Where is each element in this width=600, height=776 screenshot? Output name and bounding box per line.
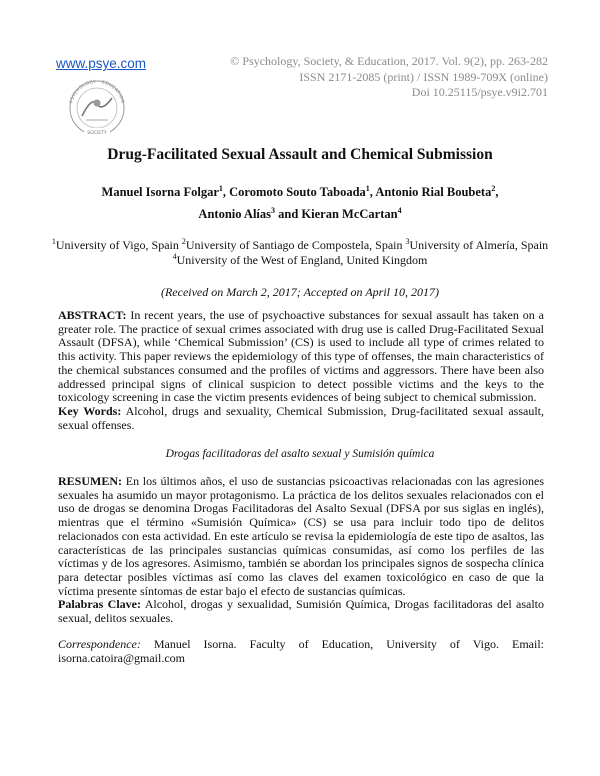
author-name: Antonio Rial Boubeta <box>375 185 492 199</box>
abstract-text: In recent years, the use of psychoactive substances for sexual assault has taken on a greater role. The practice of sexual crimes associated with drug use is called Drug-Facilitated Sexual Assault (DFSA), while ‘Chemical Submission’ (CS) is used to include all type of crimes related to this activity. This paper reviews the epidemiology of this type of offenses, the main characteristics of the chemical substances consumed and the profiles of victims and aggressors. There have been also addressed principal signs of clinical suspicion to detect possible victims and the keys to the toxicology screening in case the victim presents evidences of being subject to chemical submission. <box>58 308 545 405</box>
keywords-text: Alcohol, drugs and sexuality, Chemical Submission, Drug-facilitated sexual assault, sexual offenses. <box>58 404 544 432</box>
resumen <box>58 475 544 598</box>
doi-line: Doi 10.25115/psye.v9i2.701 <box>411 85 548 99</box>
author-affiliation-mark: 3 <box>271 206 276 215</box>
resumen-label: RESUMEN: <box>58 474 123 488</box>
palabras-clave <box>58 598 544 625</box>
website-link[interactable]: www.psye.com <box>56 56 147 71</box>
journal-branding <box>56 56 176 136</box>
abstract <box>58 309 544 405</box>
citation-line: © Psychology, Society, & Education, 2017. Vol. 9(2), pp. 263-282 <box>230 54 548 68</box>
affiliation: University of Almería, Spain <box>409 238 549 252</box>
author-list: Manuel Isorna Folgar$^1$, Coromoto Souto Taboada$^1$, Antonio Rial Boubeta$^2$, Antonio Alías$^3$ and Kieran McCartan$^4$ <box>101 184 499 221</box>
correspondence-text: Manuel Isorna. Faculty of Education, University of Vigo. Email: isorna.catoira@gmail.com <box>58 637 544 665</box>
logo-arc-text: PSYCHOLOGY · EDUCATION <box>69 79 125 104</box>
palabras-text: Alcohol, drogas y sexualidad, Sumisión Química, Drogas facilitadoras del asalto sexual, delitos sexuales. <box>58 597 545 625</box>
affiliations: $^1$University of Vigo, Spain $^2$University of Santiago de Compostela, Spain $^3$University of Almería, Spain $^4$University of the West of England, United Kingdom <box>51 237 549 267</box>
keywords-label: Key Words: <box>58 404 122 418</box>
author-name: Antonio Alías <box>198 207 272 221</box>
issn-line: ISSN 2171-2085 (print) / ISSN 1989-709X (online) <box>299 69 548 84</box>
author-affiliation-mark: 1 <box>218 184 223 193</box>
abstract-label: ABSTRACT: <box>58 308 127 322</box>
author-name: Kieran McCartan <box>301 207 398 221</box>
author-affiliation-mark: 2 <box>491 184 496 193</box>
author-name: Manuel Isorna Folgar <box>101 185 219 199</box>
received-dates: (Received on March 2, 2017; Accepted on April 10, 2017) <box>160 285 440 299</box>
affiliation: University of the West of England, United Kingdom <box>176 253 428 267</box>
correspondence <box>58 638 544 665</box>
affiliation: University of Vigo, Spain <box>55 238 179 252</box>
citation-info <box>230 54 548 101</box>
keywords <box>58 405 544 432</box>
correspondence-label: Correspondence: <box>58 637 141 651</box>
logo-bottom-text: SOCIETY <box>87 131 107 136</box>
spanish-title: Drogas facilitadoras del asalto sexual y Sumisión química <box>165 448 435 460</box>
author-name: Coromoto Souto Taboada <box>229 185 366 199</box>
paper-title: Drug-Facilitated Sexual Assault and Chemical Submission <box>107 146 493 163</box>
affiliation: University of Santiago de Compostela, Spain <box>185 238 403 252</box>
journal-logo-icon <box>62 76 132 140</box>
resumen-text: En los últimos años, el uso de sustancias psicoactivas relacionadas con las agresiones sexuales ha asumido un mayor protagonismo. La práctica de los delitos sexuales relacionados con el uso de drogas se denomina Drogas Facilitadoras del Asalto Sexual (DFSA por sus siglas en inglés), mientras que el término «Sumisión Química» (CS) se usa para incluir todo tipo de delitos relacionados con esta actividad. En este artículo se revisa la epidemiología de este tipo de asaltos, las características de las principales sustancias químicas consumidas, así como los perfiles de las víctimas y de los agresores. Asimismo, también se abordan los principales signos de sospecha clínica para detectar posibles víctimas así como las claves del examen toxicológico en caso de que la víctima presente síntomas de estar bajo el efecto de sustancias químicas. <box>58 474 544 598</box>
author-affiliation-mark: 1 <box>365 184 370 193</box>
author-affiliation-mark: 4 <box>397 206 402 215</box>
palabras-label: Palabras Clave: <box>58 597 141 611</box>
